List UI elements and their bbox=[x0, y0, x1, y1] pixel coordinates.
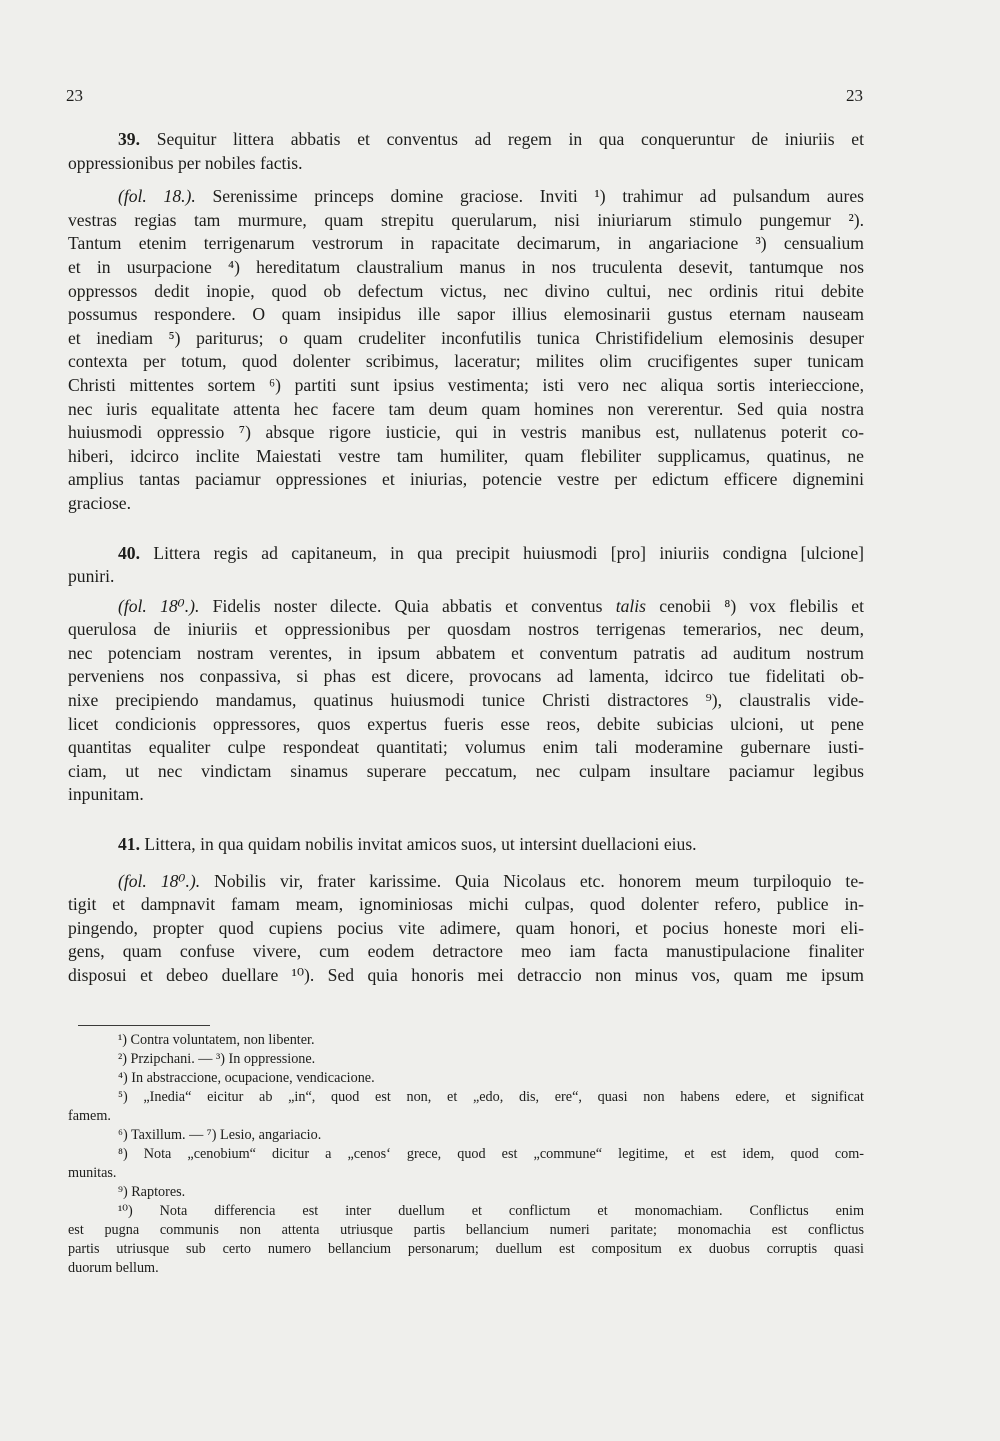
section-number: 39. bbox=[118, 129, 140, 149]
section-body: (fol. 18.). Serenissime princeps domine graciose. Inviti ¹) trahimur ad pulsandum aures vestras regias tam murmure, quam strepitu querularum, nisi iniuriarum stimulo pungemur ²). Tantum etenim terrigenarum vestrorum in rapacitate decimarum, in angariacione ³) censualium et in usurpacione ⁴) hereditatum claustralium manus in nos truculenta desevit, tantumque nos oppressos dedit inopie, quod ob defectum victus, nec divino cultui, nec ordinis ritui debite possumus respondere. O quam insipidus ille sapor illius elemosinarii gustus eternam nauseam et inediam ⁵) pariturus; o quam crudeliter inconfutilis tunica Christifidelium elemosinis desuper contexta per totum, quod dolenter scribimus, laceratur; milites olim crucifigentes super tunicam Christi mittentes sortem ⁶) partiti sunt ipsius vestimenta; isti vero nec aliqua sortis interieccione, nec iuris equalitate attenta hec facere tam deum quam homines non vererentur. Sed quia nostra huiusmodi oppressio ⁷) absque rigore iusticie, qui in vestris manibus est, nullatenus poterit co- hiberi, idcirco inclite Maiestati vestre tam humiliter, quam flebiliter supplicamus, quatinus, ne amplius tantas paciamur oppressiones et iniurias, potencie vestre per edictum efficere dignemini graciose. bbox=[68, 186, 864, 513]
page-number-left: 23 bbox=[66, 86, 83, 105]
folio-reference: (fol. 18⁰.). bbox=[118, 595, 200, 616]
main-text bbox=[68, 128, 864, 988]
section-40 bbox=[68, 542, 864, 808]
footnote: ⁵) „Inedia“ eicitur ab „in“, quod est non, et „edo, dis, ere“, quasi non habens edere, et significat famem. bbox=[68, 1089, 864, 1124]
footnote: ¹) Contra voluntatem, non libenter. bbox=[118, 1032, 315, 1048]
footnotes bbox=[68, 1031, 864, 1278]
section-heading: 41. Littera, in qua quidam nobilis invitat amicos suos, ut intersint duellacioni eius. bbox=[118, 834, 697, 855]
footnote: ¹⁰) Nota differencia est inter duellum et conflictum et monomachiam. Conflictus enim est pugna communis non attenta utriusque partis bellancium numeri paritate; monomachia est conflictus partis utriusque sub certo numero bellancium personarum; duellum est compositum ex duobus corruptis quasi duorum bellum. bbox=[68, 1203, 864, 1276]
section-39 bbox=[68, 128, 864, 516]
footnote: ²) Przipchani. — ³) In oppressione. bbox=[118, 1051, 316, 1067]
section-heading: 40. Littera regis ad capitaneum, in qua precipit huiusmodi [pro] iniuriis condigna [ulcione] puniri. bbox=[68, 542, 864, 587]
footnote-divider bbox=[78, 1025, 210, 1026]
section-body: (fol. 18⁰.). Fidelis noster dilecte. Quia abbatis et conventus talis cenobii ⁸) vox flebilis et querulosa de iniuriis et oppressionibus per quosdam nostros terrigenas temerarios, nec deum, nec potenciam nostram verentes, in ipsum abbatem et conventum patratis ad auditum nostrum perveniens nos conpassiva, si phas est dicere, provocans ad lamenta, idcirco tue fidelitati ob- nixe precipiendo mandamus, quatinus huiusmodi tunice Christi distractores ⁹), claustralis vide- licet condicionis oppressores, quos expertus fueris esse reos, debite subicias ulcioni, ut pene quantitas equaliter culpe respondeat quantitati; volumus enim tali moderamine gubernare iusti- ciam, ut nec vindictam sinamus superare peccatum, nec culpam insultare paciamur legibus inpunitam. bbox=[68, 595, 864, 805]
section-number: 41. bbox=[118, 834, 140, 855]
folio-reference: (fol. 18⁰.). bbox=[118, 870, 201, 891]
footnote: ⁶) Taxillum. — ⁷) Lesio, angariacio. bbox=[118, 1127, 322, 1143]
section-body: (fol. 18⁰.). Nobilis vir, frater karissime. Quia Nicolaus etc. honorem meum turpiloquio te- tigit et dampnavit famam meam, ignominiosas michi culpas, quod dolenter refero, publice in- pingendo, propter quod cupiens pocius vite adimere, quam honori, et pocius honeste mori eli- gens, quam confuse vivere, cum eodem detractore meo iam facta manustipulacione finaliter disposui et debeo duellare ¹⁰). Sed quia honoris mei detraccio non minus vos, quam me ipsum bbox=[68, 870, 864, 985]
footnote: ⁹) Raptores. bbox=[118, 1184, 186, 1200]
section-41 bbox=[68, 833, 864, 988]
footnote: ⁴) In abstraccione, ocupacione, vendicacione. bbox=[118, 1070, 375, 1086]
footnote: ⁸) Nota „cenobium“ dicitur a „cenos‘ grece, quod est „commune“ legitime, et est idem, quod com- munitas. bbox=[68, 1146, 864, 1181]
folio-reference: (fol. 18.). bbox=[118, 186, 196, 207]
page-number-right: 23 bbox=[846, 86, 863, 105]
section-heading: 39. Sequitur littera abbatis et conventus ad regem in qua conqueruntur de iniuriis et oppressionibus per nobiles factis. bbox=[68, 129, 864, 173]
section-number: 40. bbox=[118, 542, 140, 563]
